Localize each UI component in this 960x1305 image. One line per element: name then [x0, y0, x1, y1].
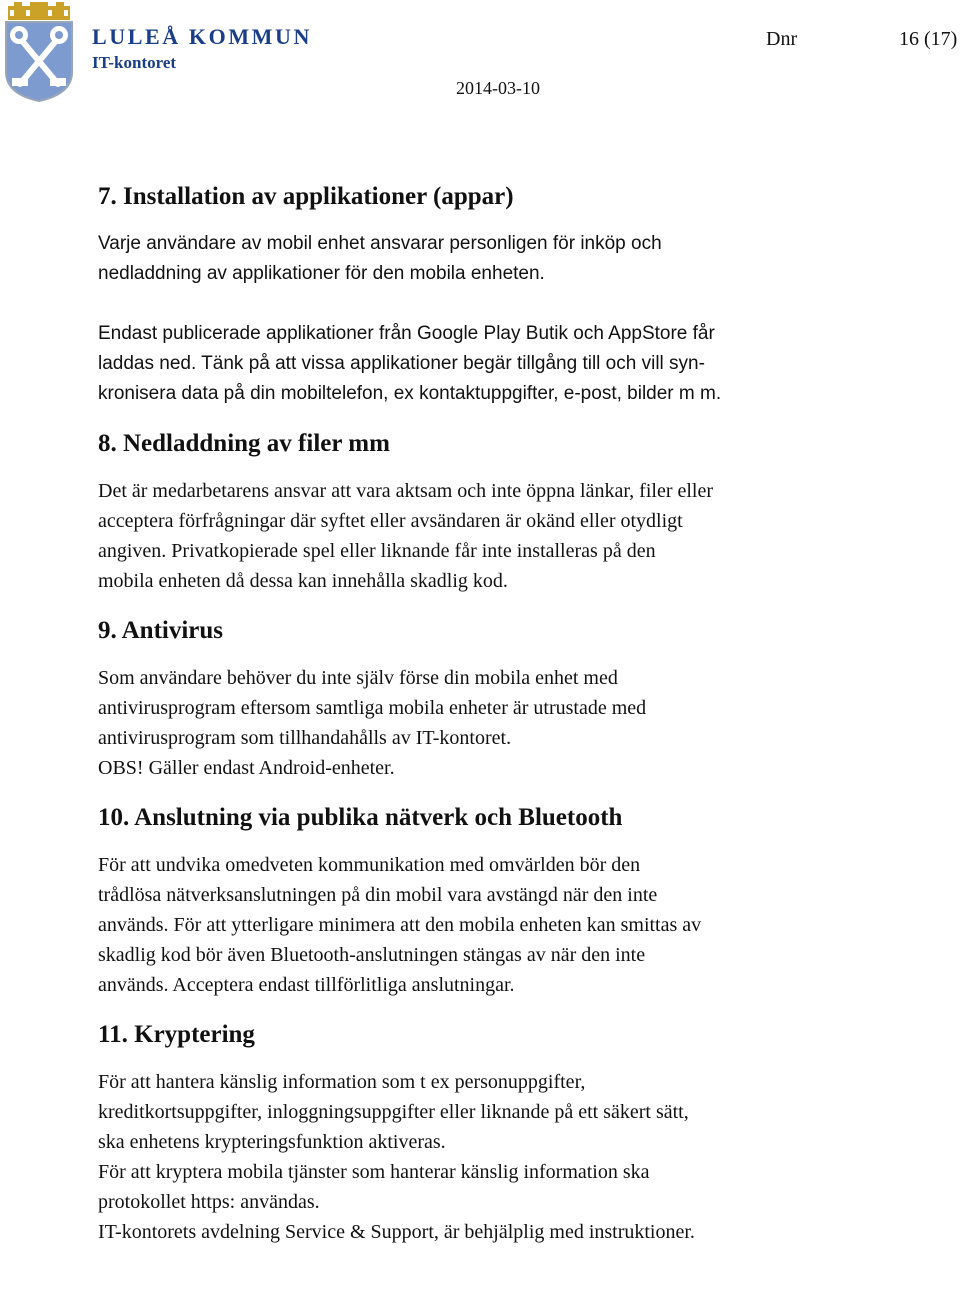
section-11-heading: 11. Kryptering	[98, 1021, 255, 1048]
department-name: IT-kontoret	[92, 53, 177, 72]
section-9-heading: 9. Antivirus	[98, 617, 224, 644]
document-body	[98, 182, 898, 1247]
section-10-paragraph-1: För att undvika omedveten kommunikation med omvärlden bör den trådlösa nätverksanslutningen på din mobil vara avstängd när den inte används. För att ytterligare minimera att den mobila enheten kan smittas av skadlig kod bör även Bluetooth-anslutningen stängas av när den inte används. Acceptera endast tillförlitliga anslutningar.	[98, 854, 702, 996]
section-7-heading: 7. Installation av applikationer (appar)	[98, 183, 514, 210]
dnr-label: Dnr	[766, 28, 798, 50]
section-8-heading: 8. Nedladdning av filer mm	[98, 430, 390, 457]
section-7-paragraph-2: Endast publicerade applikationer från Google Play Butik och AppStore får laddas ned. Tänk på att vissa applikationer begär tillgång till och vill syn- kronisera data på din mobiltelefon, ex kontaktuppgifter, e-post, bilder m m.	[98, 323, 722, 404]
section-8-paragraph-1: Det är medarbetarens ansvar att vara aktsam och inte öppna länkar, filer eller acceptera förfrågningar där syftet eller avsändaren är okänd eller otydligt angiven. Privatkopierade spel eller liknande får inte installeras på den mobila enheten då dessa kan innehålla skadlig kod.	[98, 480, 714, 592]
coat-of-arms-icon	[2, 2, 76, 102]
section-7-paragraph-1: Varje användare av mobil enhet ansvarar personligen för inköp och nedladdning av applikationer för den mobila enheten.	[98, 233, 662, 284]
organization-name: LULEÅ KOMMUN	[92, 24, 313, 49]
page-number: 16 (17)	[899, 28, 958, 50]
section-10-heading: 10. Anslutning via publika nätverk och Bluetooth	[98, 804, 623, 831]
section-9-paragraph-1: Som användare behöver du inte själv förse din mobila enhet med antivirusprogram eftersom samtliga mobila enheter är utrustade med antivirusprogram som tillhandahålls av IT-kontoret. OBS! Gäller endast Android-enheter.	[98, 667, 647, 779]
document-date: 2014-03-10	[456, 78, 540, 98]
section-11-paragraph-1: För att hantera känslig information som t ex personuppgifter, kreditkortsuppgifter, inloggningsuppgifter eller liknande på ett säkert sätt, ska enhetens krypteringsfunktion aktiveras. För att kryptera mobila tjänster som hanterar känslig information ska protokollet https: användas. IT-kontorets avdelning Service & Support, är behjälplig med instruktioner.	[98, 1071, 695, 1243]
